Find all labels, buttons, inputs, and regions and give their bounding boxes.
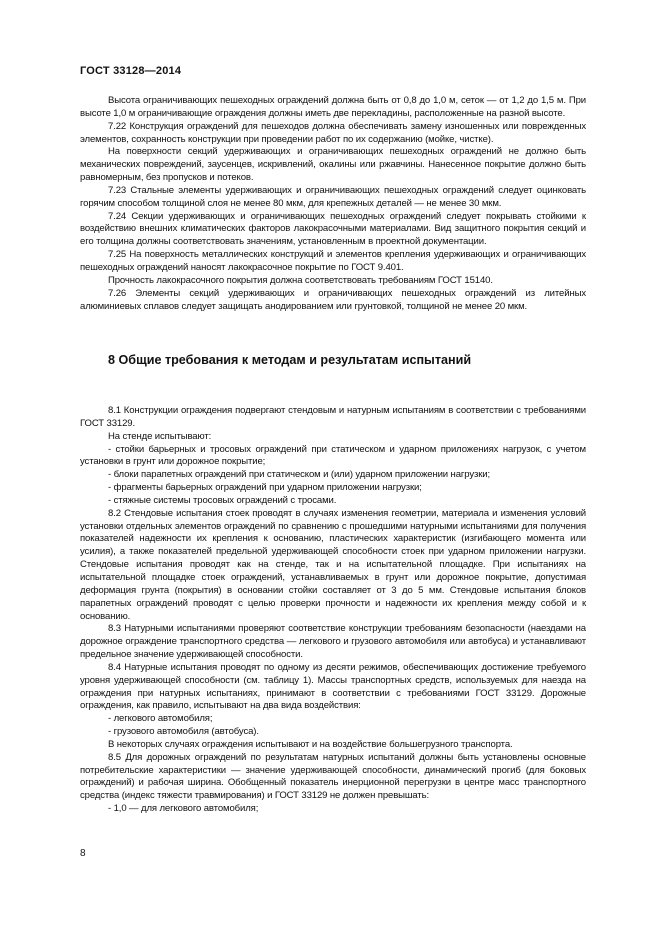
- document-header: ГОСТ 33128—2014: [80, 65, 182, 77]
- list-item: - грузового автомобиля (автобуса).: [108, 726, 259, 738]
- paragraph: Высота ограничивающих пешеходных ограждений должна быть от 0,8 до 1,0 м, сеток — от 1,2 до 1,5 м. При высоте 1,0 м ограничивающие ограждения должны иметь две перекладины, расположенные на разной высоте.: [80, 95, 586, 119]
- section-8-text: [80, 405, 586, 816]
- paragraph: 7.24 Секции удерживающих и ограничивающих пешеходных ограждений следует покрывать стойкими к воздействию внешних климатических факторов лакокрасочными материалами. Вид защитного покрытия секций и его толщина должны соответствовать значениям, установленным в проектной документации.: [80, 210, 586, 248]
- section-heading: 8 Общие требования к методам и результатам испытаний: [108, 353, 472, 367]
- list-item: - стойки барьерных и тросовых ограждений при статическом и ударном приложениях нагрузок, с учетом установки в грунт или дорожное покрытие;: [80, 443, 586, 468]
- page-number: 8: [80, 848, 86, 859]
- list-item: - стяжные системы тросовых ограждений с тросами.: [108, 494, 337, 506]
- paragraph: В некоторых случаях ограждения испытывают и на воздействие большегрузного транспорта.: [108, 738, 513, 750]
- paragraph: 7.23 Стальные элементы удерживающих и ограничивающих пешеходных ограждений следует оцинковать горячим способом толщиной слоя не менее 80 мкм, для крепежных деталей — не менее 30 мкм.: [80, 184, 586, 209]
- paragraph: 7.26 Элементы секций удерживающих и ограничивающих пешеходных ограждений из литейных алюминиевых сплавов следует защищать анодированием или грунтовкой, толщиной не менее 20 мкм.: [80, 287, 586, 312]
- paragraph: 8.4 Натурные испытания проводят по одному из десяти режимов, обеспечивающих достижение требуемого уровня удерживающей способности (см. таблицу 1). Массы транспортных средств, используемых для наезда на ограждения при натурных испытаниях, принимают в соответствии с требованиями ГОСТ 33129. Дорожные ограждения, как правило, испытывают на два вида воздействия:: [80, 661, 586, 712]
- paragraph: 7.25 На поверхность металлических конструкций и элементов крепления удерживающих и ограничивающих пешеходных ограждений наносят лакокрасочное покрытие по ГОСТ 9.401.: [80, 249, 586, 273]
- list-item: - фрагменты барьерных ограждений при ударном приложении нагрузки;: [108, 482, 422, 494]
- list-item: - легкового автомобиля;: [108, 713, 213, 725]
- paragraph: 8.1 Конструкции ограждения подвергают стендовым и натурным испытаниям в соответствии с требованиями ГОСТ 33129.: [80, 405, 586, 429]
- paragraph: На поверхности секций удерживающих и ограничивающих пешеходных ограждений не должно быть механических повреждений, заусенцев, искривлений, окалины или ржавчины. Нанесенное покрытие должно быть равномерным, без пропусков и потеков.: [80, 146, 586, 184]
- section-7-text: [80, 95, 586, 313]
- paragraph: 8.2 Стендовые испытания стоек проводят в случаях изменения геометрии, материала и изменения условий установки отдельных элементов ограждений по сравнению с прошедшими натурными испытаниями для получения показателей надежности их крепления к основанию, пластических характеристик (изгибающего момента или усилия), а также показателей предельной удерживающей способности стоек при ударном приложении нагрузки. Стендовые испытания проводят как на стенде, так и на испытательной площадке. При испытаниях на испытательной площадке стоек ограждений, устанавливаемых в грунт или дорожное покрытие, допустимая деформация грунта (покрытия) в основании стойки составляет от 3 до 5 мм. Стендовые испытания блоков парапетных ограждений проводят с целью проверки прочности и надежности их крепления между собой и к основанию.: [80, 507, 586, 622]
- list-item: - блоки парапетных ограждений при статическом и (или) ударном приложении нагрузки;: [108, 469, 491, 481]
- list-item: - 1,0 — для легкового автомобиля;: [108, 803, 259, 815]
- paragraph: 8.5 Для дорожных ограждений по результатам натурных испытаний должны быть установлены основные потребительские характеристики — значение удерживающей способности, динамический прогиб (для боковых ограждений) и рабочая ширина. Обобщенный показатель инерционной перегрузки в центре масс транспортного средства (индекс тяжести травмирования) и ГОСТ 33129 не должен превышать:: [80, 751, 586, 802]
- paragraph: На стенде испытывают:: [108, 430, 212, 442]
- paragraph: Прочность лакокрасочного покрытия должна соответствовать требованиям ГОСТ 15140.: [108, 274, 493, 286]
- paragraph: 7.22 Конструкция ограждений для пешеходов должна обеспечивать замену изношенных или поврежденных элементов, сохранность конструкции при проведении работ по их содержанию (мойке, чистке).: [80, 120, 586, 145]
- paragraph: 8.3 Натурными испытаниями проверяют соответствие конструкции требованиям безопасности (наездами на дорожное ограждение транспортного средства — легкового и грузового автомобиля или автобуса) и устанавливают предельное значение удерживающей способности.: [80, 623, 586, 661]
